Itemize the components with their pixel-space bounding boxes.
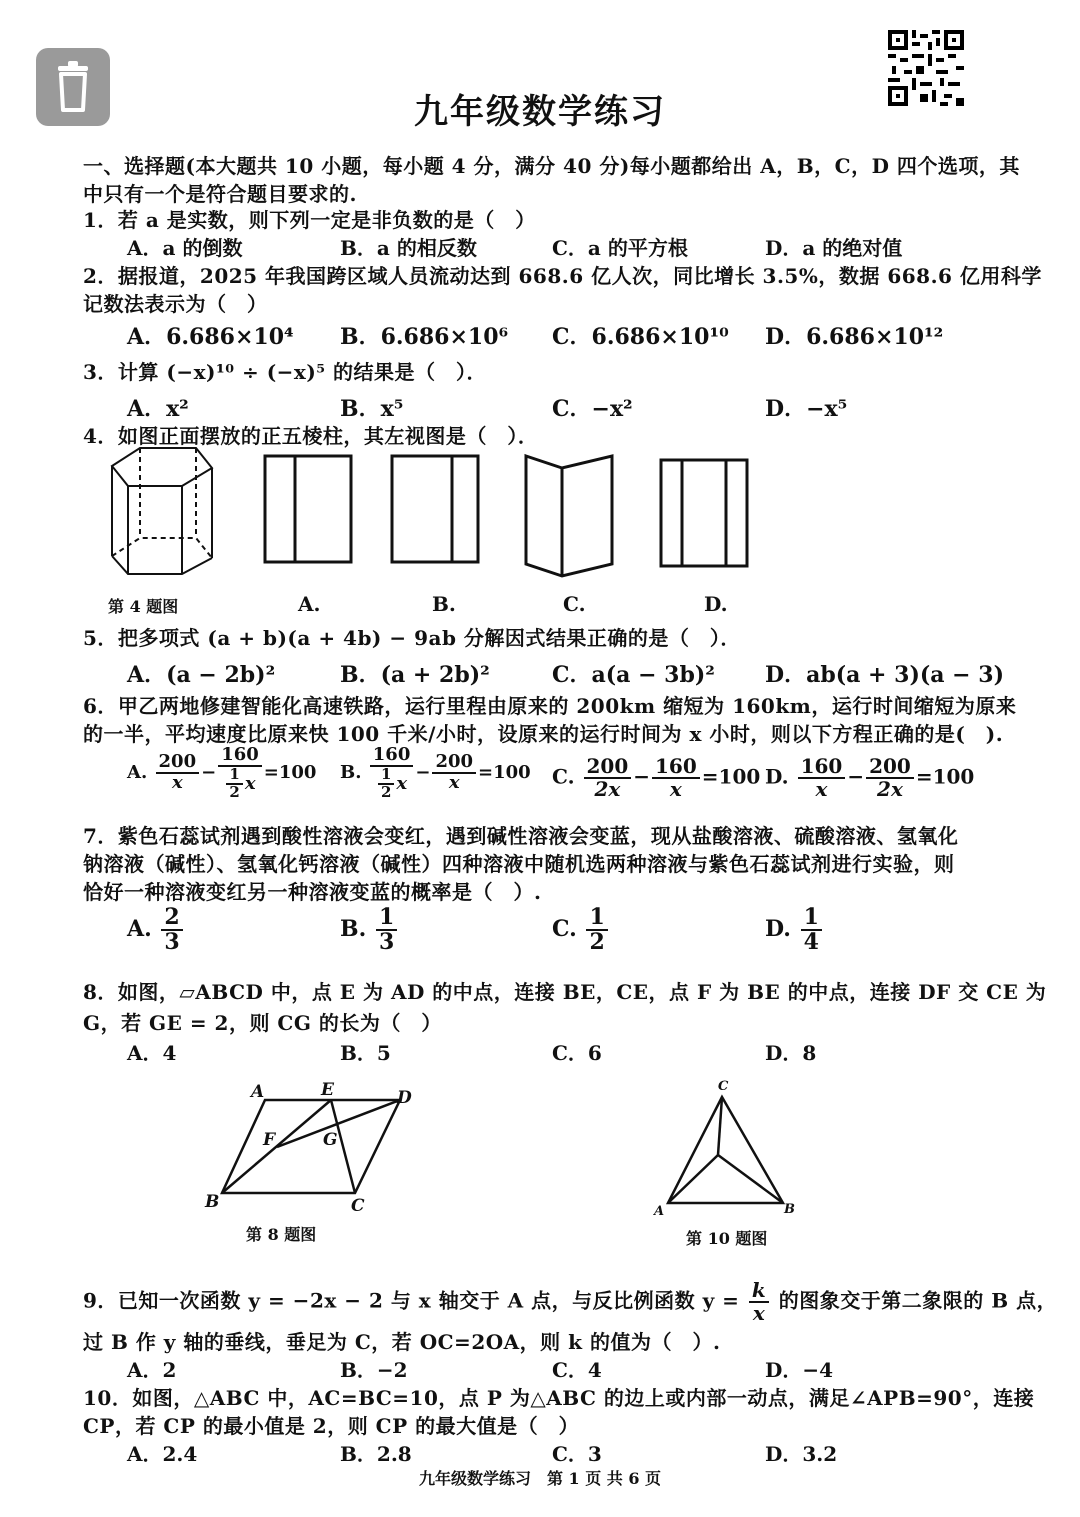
option-a-view [265, 456, 351, 562]
question-7-stem-cont: 钠溶液（碱性）、氢氧化钙溶液（碱性）四种溶液中随机选两种溶液与紫色石蕊试剂进行实验，则 [83, 852, 955, 876]
q8-option-c[interactable]: C．6 [552, 1041, 602, 1065]
page-footer: 九年级数学练习 第 1 页 共 6 页 [418, 1469, 662, 1488]
question-2-stem-cont: 记数法表示为（ ） [83, 292, 268, 316]
figure-10 [650, 1075, 800, 1220]
question-1-stem: 1．若 a 是实数，则下列一定是非负数的是（ ） [83, 208, 536, 232]
option-c-view [526, 456, 612, 576]
question-10-stem-cont: CP，若 CP 的最小值是 2，则 CP 的最大值是（ ） [83, 1414, 580, 1438]
fig8-label-f: F [263, 1130, 276, 1150]
question-6-stem-cont: 的一半，平均速度比原来快 100 千米/小时，设原来的运行时间为 x 小时，则以下方程正确的是( ). [83, 722, 1004, 746]
question-8-stem-cont: G，若 GE = 2，则 CG 的长为（ ） [83, 1011, 442, 1035]
q10-option-b[interactable]: B．2.8 [340, 1442, 412, 1466]
q9-option-b[interactable]: B．−2 [340, 1358, 408, 1382]
q5-option-a[interactable]: A．(a − 2b)² [127, 662, 276, 688]
q1-option-c[interactable]: C．a 的平方根 [552, 236, 688, 260]
q8-option-d[interactable]: D．8 [765, 1041, 817, 1065]
q10-option-c[interactable]: C．3 [552, 1442, 602, 1466]
fig4-caption: 第 4 题图 [108, 597, 179, 616]
question-7-stem-cont2: 恰好一种溶液变红另一种溶液变蓝的概率是（ ）. [83, 880, 542, 904]
question-9-stem: 9．已知一次函数 y = −2x − 2 与 x 轴交于 A 点，与反比例函数 y = $\frac{k}{x}$ 的图象交于第二象限的 B 点， [83, 1278, 1058, 1325]
q9-option-c[interactable]: C．4 [552, 1358, 602, 1382]
fig8-label-c: C [351, 1196, 365, 1216]
question-7-stem: 7．紫色石蕊试剂遇到酸性溶液会变红，遇到碱性溶液会变蓝，现从盐酸溶液、硫酸溶液、氢氧化 [83, 824, 959, 848]
question-10-stem: 10．如图，△ABC 中，AC=BC=10，点 P 为△ABC 的边上或内部一动点，满足∠APB=90°，连接 [83, 1386, 1035, 1410]
q2-option-a[interactable]: A．6.686×10⁴ [127, 324, 294, 350]
q9-option-d[interactable]: D．−4 [765, 1358, 834, 1382]
q7-option-c[interactable]: C. $\frac{1}{2}$ [552, 906, 610, 954]
q4-option-b[interactable]: B. [432, 592, 456, 616]
q4-figures [100, 446, 760, 586]
fig8-label-d: D [397, 1088, 412, 1108]
q8-option-b[interactable]: B．5 [340, 1041, 391, 1065]
page-title: 九年级数学练习 [414, 92, 666, 132]
q2-option-c[interactable]: C．6.686×10¹⁰ [552, 324, 729, 350]
q5-option-c[interactable]: C．a(a − 3b)² [552, 662, 715, 688]
fig8-label-g: G [323, 1130, 338, 1150]
fig8-caption: 第 8 题图 [246, 1225, 317, 1244]
question-9-stem-cont: 过 B 作 y 轴的垂线，垂足为 C，若 OC=2OA，则 k 的值为（ ）. [83, 1330, 721, 1354]
question-2-stem: 2．据报道，2025 年我国跨区域人员流动达到 668.6 亿人次，同比增长 3.5%，数据 668.6 亿用科学 [83, 264, 1042, 288]
q4-option-d[interactable]: D. [704, 592, 728, 616]
option-b-view [392, 456, 478, 562]
q4-option-a[interactable]: A. [298, 592, 321, 616]
q7-option-b[interactable]: B. $\frac{1}{3}$ [340, 906, 399, 954]
q5-option-b[interactable]: B．(a + 2b)² [340, 662, 490, 688]
fig10-caption: 第 10 题图 [686, 1229, 768, 1248]
question-5-stem: 5．把多项式 (a + b)(a + 4b) − 9ab 分解因式结果正确的是（ ）． [83, 626, 741, 650]
fig8-label-e: E [321, 1080, 334, 1100]
figure-8 [195, 1075, 425, 1220]
fig8-label-b: B [205, 1192, 220, 1212]
fig10-label-a: A [654, 1204, 665, 1219]
q6-option-b[interactable]: B. 160 $\frac{1}{2}$ x − $\frac{200}{x}$ =100 [340, 744, 531, 801]
q10-option-d[interactable]: D．3.2 [765, 1442, 838, 1466]
q4-option-c[interactable]: C. [563, 592, 586, 616]
q5-option-d[interactable]: D．ab(a + 3)(a − 3) [765, 662, 1004, 688]
question-8-stem: 8．如图，▱ABCD 中，点 E 为 AD 的中点，连接 BE，CE，点 F 为 BE 的中点，连接 DF 交 CE 为 [83, 980, 1047, 1004]
fig10-label-c: C [718, 1079, 729, 1094]
q9-option-a[interactable]: A．2 [127, 1358, 177, 1382]
section-heading-cont: 中只有一个是符合题目要求的. [83, 182, 357, 206]
q2-option-b[interactable]: B．6.686×10⁶ [340, 324, 509, 350]
q7-option-d[interactable]: D. $\frac{1}{4}$ [765, 906, 824, 954]
q6-option-d[interactable]: D. $\frac{160}{x}$ − $\frac{200}{2x}$ =100 [765, 754, 975, 801]
fig8-label-a: A [251, 1082, 265, 1102]
q1-option-d[interactable]: D．a 的绝对值 [765, 236, 903, 260]
q1-option-a[interactable]: A．a 的倒数 [127, 236, 243, 260]
question-3-stem: 3．计算 (−x)¹⁰ ÷ (−x)⁵ 的结果是（ ）． [83, 360, 488, 384]
question-6-stem: 6．甲乙两地修建智能化高速铁路，运行里程由原来的 200km 缩短为 160km，运行时间缩短为原来 [83, 694, 1017, 718]
q10-option-a[interactable]: A．2.4 [127, 1442, 198, 1466]
pentagonal-prism [112, 448, 212, 574]
fig10-label-b: B [784, 1202, 795, 1217]
section-heading: 一、选择题(本大题共 10 小题，每小题 4 分，满分 40 分)每小题都给出 A，B，C，D 四个选项，其 [83, 154, 1020, 178]
q3-option-a[interactable]: A．x² [127, 396, 189, 422]
question-4-stem: 4．如图正面摆放的正五棱柱，其左视图是（ ）． [83, 424, 539, 448]
q7-option-a[interactable]: A. $\frac{2}{3}$ [127, 906, 185, 954]
q6-option-c[interactable]: C. $\frac{200}{2x}$ − $\frac{160}{x}$ =100 [552, 754, 761, 801]
q3-option-b[interactable]: B．x⁵ [340, 396, 404, 422]
q3-option-d[interactable]: D．−x⁵ [765, 396, 848, 422]
q2-option-d[interactable]: D．6.686×10¹² [765, 324, 944, 350]
q1-option-b[interactable]: B．a 的相反数 [340, 236, 477, 260]
q8-option-a[interactable]: A．4 [127, 1041, 177, 1065]
q6-option-a[interactable]: A. $\frac{200}{x}$ − 160 $\frac{1}{2}$ x =100 [127, 744, 317, 801]
q3-option-c[interactable]: C．−x² [552, 396, 633, 422]
option-d-view [661, 460, 747, 566]
